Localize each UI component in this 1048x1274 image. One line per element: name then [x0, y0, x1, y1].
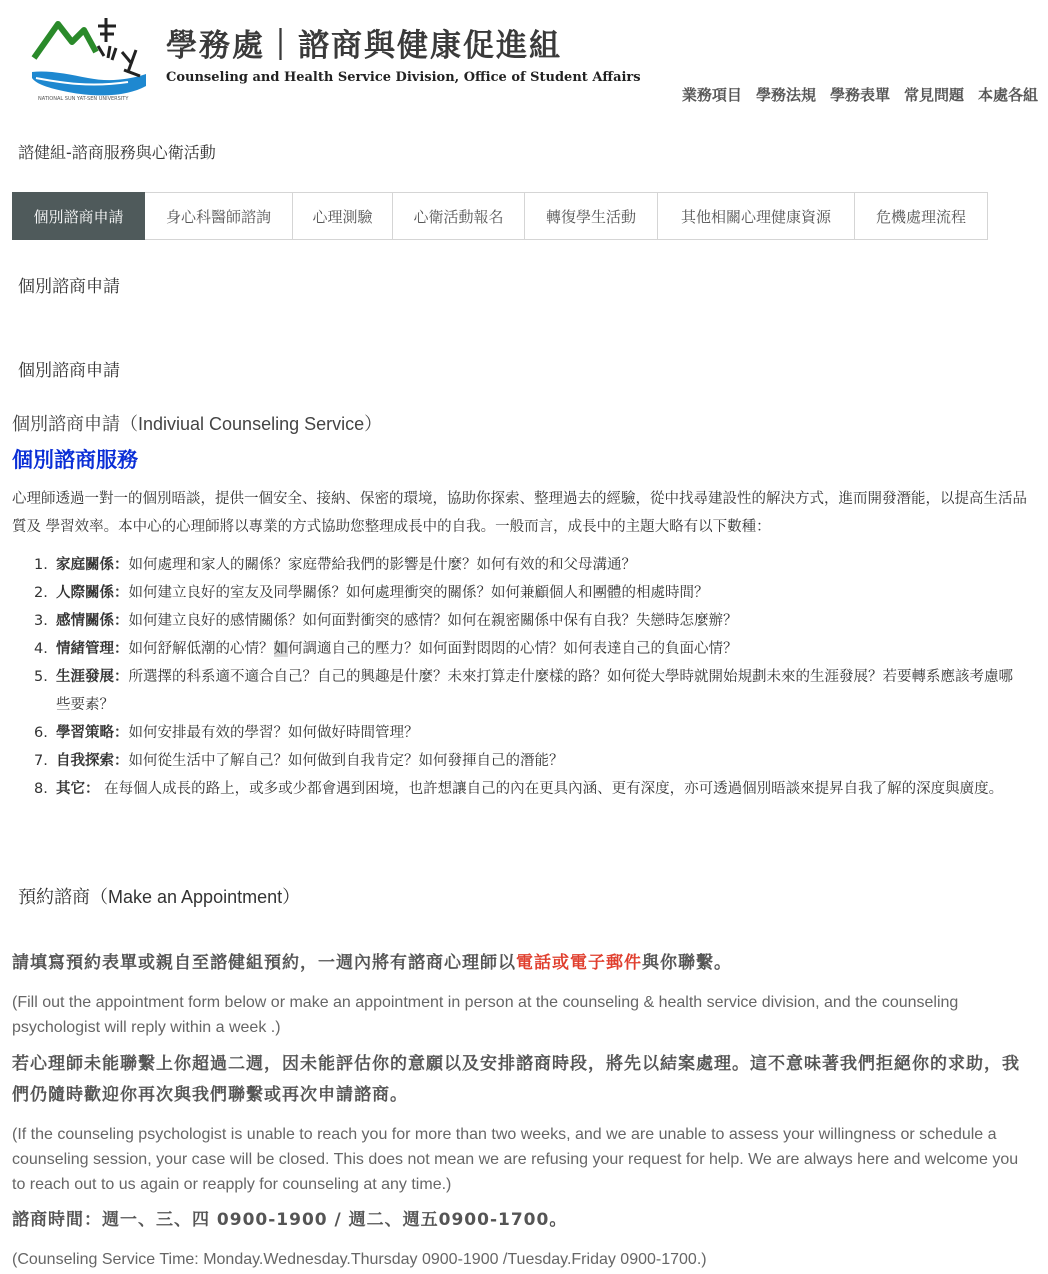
section-subheading: 個別諮商申請 — [18, 361, 120, 381]
appointment-notice-en: (Fill out the appointment form below or make an appointment in person at the counseling & health service division, and the counseling psychologist will reply within a week .) — [12, 994, 959, 1036]
topic-label: 學習策略： — [56, 725, 129, 741]
closure-notice: 若心理師未能聯繫上你超過二週，因未能評估你的意願以及安排諮商時段，將先以結案處理。這不意味著我們拒絕你的求助，我們仍隨時歡迎你再次與我們聯繫或再次申請諮商。 — [12, 1054, 1020, 1105]
site-subtitle: Counseling and Health Service Division, Office of Student Affairs — [166, 70, 641, 85]
list-item: 6. 學習策略：如何安排最有效的學習？如何做好時間管理？ — [34, 725, 419, 741]
tab-mental-health-resources[interactable]: 其他相關心理健康資源 — [658, 192, 855, 240]
section-heading: 個別諮商申請 — [18, 277, 120, 297]
tab-crisis-process[interactable]: 危機處理流程 — [855, 192, 988, 240]
service-hours: 諮商時間：週一、三、四 0900-1900 / 週二、週五0900-1700。 — [12, 1210, 568, 1230]
tab-activity-signup[interactable]: 心衛活動報名 — [393, 192, 525, 240]
topic-label: 感情關係： — [56, 613, 129, 629]
service-title: 個別諮商申請（Indiviual Counseling Service） — [12, 414, 383, 434]
tab-psych-test[interactable]: 心理測驗 — [293, 192, 393, 240]
logo-caption: NATIONAL SUN YAT-SEN UNIVERSITY — [38, 96, 129, 102]
topic-label: 人際關係： — [56, 585, 129, 601]
top-nav — [682, 84, 1038, 105]
university-logo[interactable] — [28, 12, 150, 104]
tab-individual-counseling[interactable]: 個別諮商申請 — [12, 192, 145, 240]
closure-notice-en: (If the counseling psychologist is unable to reach you for more than two weeks, and we are unable to assess your willingness or schedule a counseling session, your case will be closed. This does not mean we are refusing your request for help. We are always here and welcome you to reach out to us again or reapply for counseling at any time.) — [12, 1126, 1019, 1193]
tab-psychiatrist-consult[interactable]: 身心科醫師諮詢 — [145, 192, 293, 240]
site-header — [0, 0, 1048, 120]
service-heading: 個別諮商服務 — [12, 447, 138, 472]
list-item: 7. 自我探索：如何從生活中了解自己？如何做到自我肯定？如何發揮自己的潛能？ — [34, 753, 564, 769]
tab-bar — [12, 192, 988, 240]
topic-label: 情緒管理： — [56, 641, 129, 657]
topic-label: 自我探索： — [56, 753, 129, 769]
topic-label: 家庭關係： — [56, 557, 129, 573]
breadcrumb: 諮健組-諮商服務與心衛活動 — [18, 143, 216, 162]
list-item: 2. 人際關係：如何建立良好的室友及同學關係？如何處理衝突的關係？如何兼顧個人和團體的相處時間？ — [34, 585, 709, 601]
nav-regulations[interactable]: 學務法規 — [755, 86, 816, 104]
text-selection-highlight: 如 — [273, 641, 288, 657]
intro-paragraph: 心理師透過一對一的個別晤談，提供一個安全、接納、保密的環境，協助你探索、整理過去的經驗，從中找尋建設性的解決方式，進而開發潛能，以提高生活品質及 學習效率。本中心的心理師將以專業的方式協助您整理成長中的自我。一般而言，成長中的主題大略有以下數種： — [12, 491, 1027, 535]
tab-transfer-activity[interactable]: 轉復學生活動 — [525, 192, 658, 240]
topic-list — [34, 551, 1024, 803]
service-hours-en: (Counseling Service Time: Monday.Wednesday.Thursday 0900-1900 /Tuesday.Friday 0900-1700.) — [12, 1251, 707, 1268]
list-item: 1. 家庭關係：如何處理和家人的關係？家庭帶給我們的影響是什麼？如何有效的和父母溝通？ — [34, 557, 636, 573]
nav-forms[interactable]: 學務表單 — [829, 86, 890, 104]
list-item: 4. 情緒管理：如何舒解低潮的心情？如何調適自己的壓力？如何面對悶悶的心情？如何表達自己的負面心情？ — [34, 641, 738, 657]
list-item: 5. 生涯發展：所選擇的科系適不適合自己？自己的興趣是什麼？未來打算走什麼樣的路？如何從大學時就開始規劃未來的生涯發展？若要轉系應該考慮哪些要素？ — [34, 669, 1013, 713]
topic-label: 其它： — [56, 781, 100, 797]
site-title: 學務處｜諮商與健康促進組 — [166, 28, 562, 64]
nav-divisions[interactable]: 本處各組 — [977, 86, 1038, 104]
topic-label: 生涯發展： — [56, 669, 129, 685]
nav-services[interactable]: 業務項目 — [681, 86, 742, 104]
appointment-title: 預約諮商（Make an Appointment） — [18, 887, 301, 907]
appointment-notice: 請填寫預約表單或親自至諮健組預約，一週內將有諮商心理師以電話或電子郵件與你聯繫。 — [12, 953, 732, 973]
nav-faq[interactable]: 常見問題 — [903, 86, 964, 104]
list-item: 3. 感情關係：如何建立良好的感情關係？如何面對衝突的感情？如何在親密關係中保有自我？失戀時怎麼辦？ — [34, 613, 738, 629]
list-item: 8. 其它： 在每個人成長的路上，或多或少都會遇到困境，也許想讓自己的內在更具內涵、更有深度，亦可透過個別晤談來提昇自我了解的深度與廣度。 — [34, 781, 1004, 797]
contact-method-highlight: 電話或電子郵件 — [516, 953, 642, 973]
